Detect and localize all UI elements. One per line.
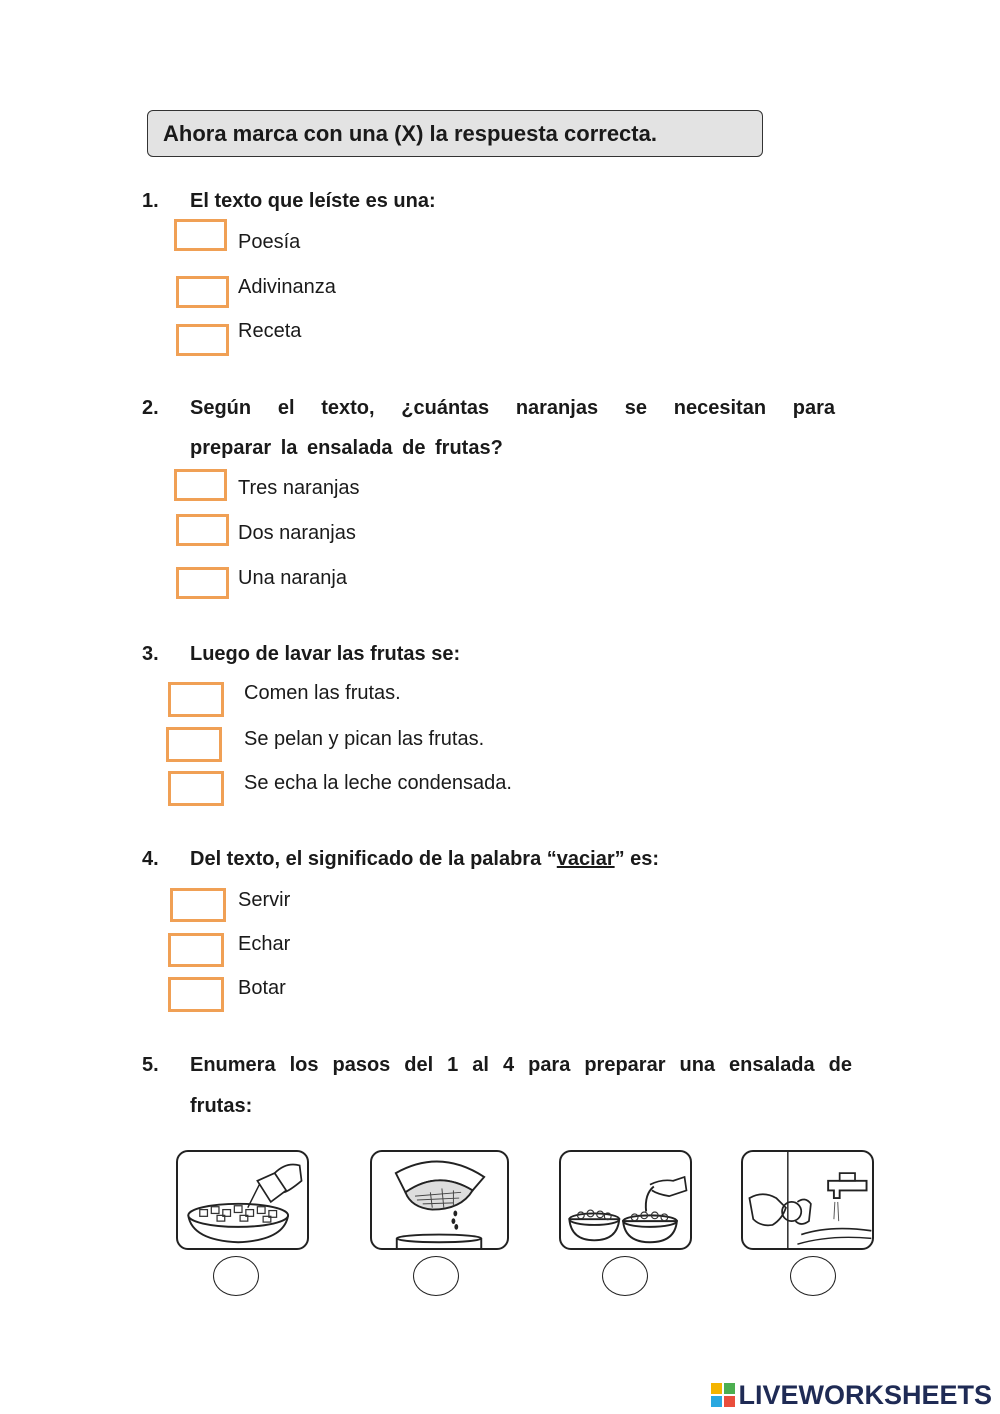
question-2-text-line1: Según el texto, ¿cuántas naranjas se necesitan para: [190, 397, 835, 419]
step-image-2: [370, 1150, 509, 1250]
q4-option-2-label: Echar: [238, 933, 291, 955]
question-3-number: 3.: [142, 643, 159, 665]
q3-option-3-checkbox[interactable]: [168, 771, 224, 806]
q2-option-3-checkbox[interactable]: [176, 567, 229, 599]
q1-option-2-checkbox[interactable]: [176, 276, 229, 308]
step-4-number-circle[interactable]: [790, 1256, 836, 1296]
question-3-text: Luego de lavar las frutas se:: [190, 643, 461, 665]
question-5-text-line1: Enumera los pasos del 1 al 4 para preparar una ensalada de: [190, 1054, 852, 1076]
liveworksheets-logo-icon: [711, 1383, 735, 1407]
question-4-text: [190, 848, 659, 871]
question-4-number: 4.: [142, 848, 159, 870]
q3-option-3-label: Se echa la leche condensada.: [244, 772, 512, 794]
q4-option-1-label: Servir: [238, 889, 291, 911]
step-3-number-circle[interactable]: [602, 1256, 648, 1296]
step-image-3: [559, 1150, 692, 1250]
q2-option-2-label: Dos naranjas: [238, 522, 356, 544]
q1-option-1-label: Poesía: [238, 231, 301, 253]
step-image-4: [741, 1150, 874, 1250]
step-image-1: [176, 1150, 309, 1250]
question-4-text-after: ” es:: [614, 848, 660, 870]
question-2-text-line2: preparar la ensalada de frutas?: [190, 437, 503, 459]
instruction-banner: [147, 110, 763, 157]
q1-option-3-label: Receta: [238, 320, 302, 342]
question-5-text-line2: frutas:: [190, 1095, 253, 1117]
serving-bowls-icon: [561, 1152, 690, 1248]
step-2-number-circle[interactable]: [413, 1256, 459, 1296]
washing-fruit-icon: [743, 1152, 872, 1248]
q1-option-2-label: Adivinanza: [238, 276, 336, 298]
q3-option-2-checkbox[interactable]: [166, 727, 222, 762]
q4-option-1-checkbox[interactable]: [170, 888, 226, 922]
q3-option-1-label: Comen las frutas.: [244, 682, 401, 704]
q3-option-2-label: Se pelan y pican las frutas.: [244, 728, 485, 750]
q1-option-3-checkbox[interactable]: [176, 324, 229, 356]
question-4-text-before: Del texto, el significado de la palabra “: [190, 848, 557, 870]
question-1-number: 1.: [142, 190, 159, 212]
strainer-draining-icon: [372, 1152, 507, 1248]
step-1-number-circle[interactable]: [213, 1256, 259, 1296]
question-5-number: 5.: [142, 1054, 159, 1076]
q2-option-3-label: Una naranja: [238, 567, 347, 589]
liveworksheets-logo-text: LIVEWORKSHEETS: [738, 1379, 992, 1410]
q4-option-3-checkbox[interactable]: [168, 977, 224, 1012]
q2-option-1-label: Tres naranjas: [238, 477, 360, 499]
question-1-text: El texto que leíste es una:: [190, 190, 436, 212]
pouring-into-bowl-icon: [178, 1152, 307, 1248]
question-2-number: 2.: [142, 397, 159, 419]
q2-option-1-checkbox[interactable]: [174, 469, 227, 501]
q1-option-1-checkbox[interactable]: [174, 219, 227, 251]
liveworksheets-logo[interactable]: [711, 1378, 992, 1412]
question-4-keyword: vaciar: [556, 848, 615, 870]
q3-option-1-checkbox[interactable]: [168, 682, 224, 717]
instruction-text: Ahora marca con una (X) la respuesta correcta.: [163, 121, 657, 146]
q4-option-3-label: Botar: [238, 977, 286, 999]
q2-option-2-checkbox[interactable]: [176, 514, 229, 546]
q4-option-2-checkbox[interactable]: [168, 933, 224, 967]
